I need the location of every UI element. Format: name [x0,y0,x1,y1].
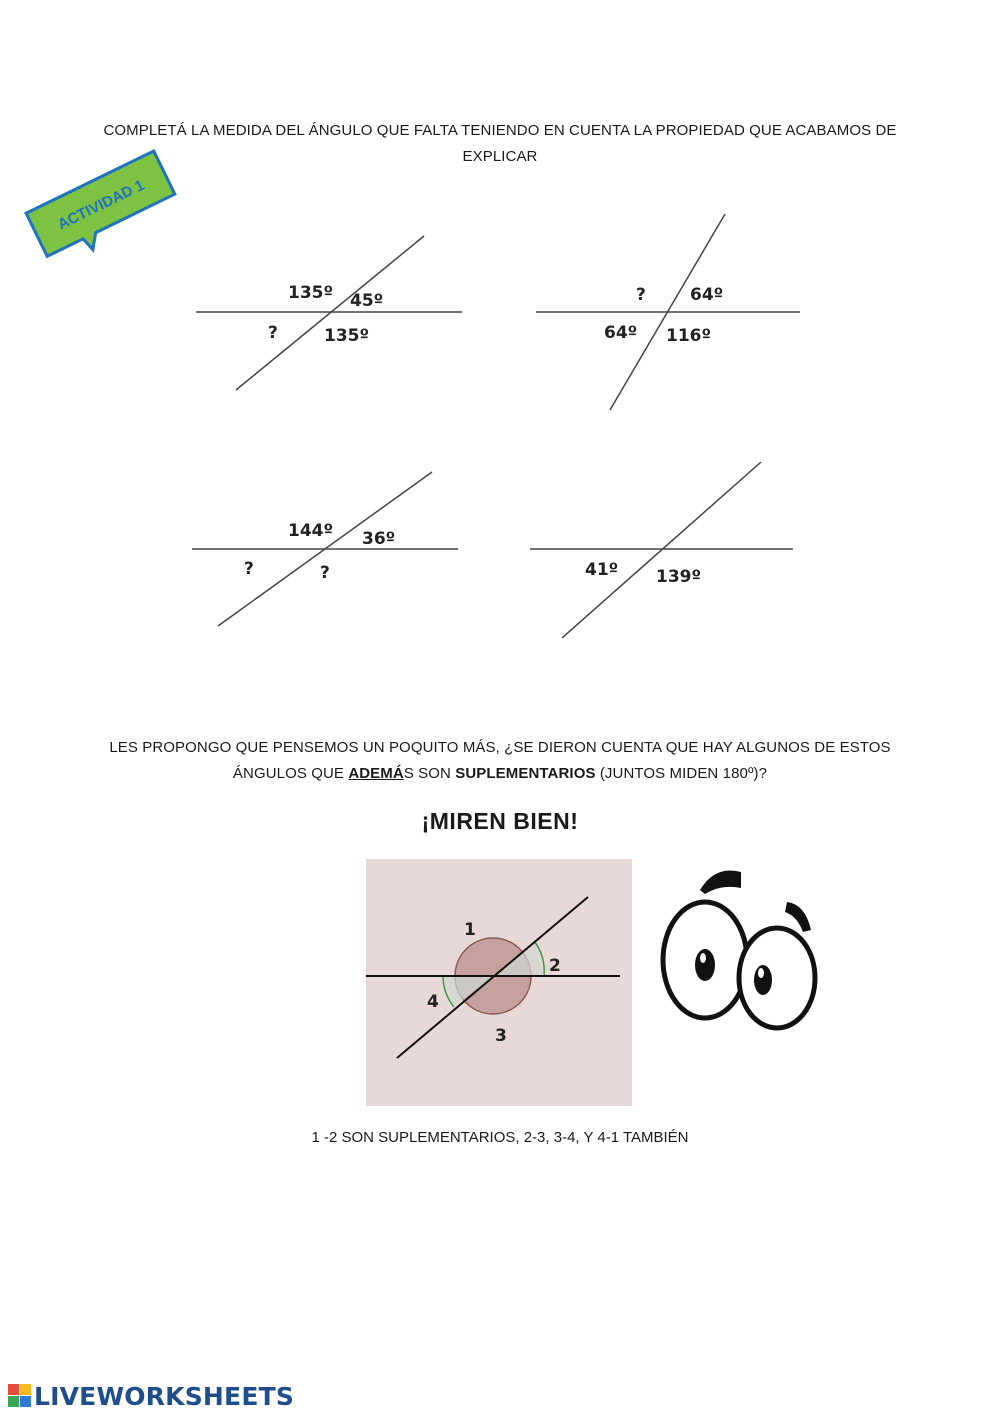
cartoon-eyes-icon [655,860,825,1040]
fig1-label-top-left: 135º [288,283,334,303]
angle-figure-4 [525,458,810,643]
diagram-label-4: 4 [427,992,439,1012]
fig2-label-bottom-right: 116º [666,326,712,346]
logo-text: LIVEWORKSHEETS [34,1381,295,1411]
look-closely-heading: ¡MIREN BIEN! [421,808,579,834]
fig1-label-bottom-left: ? [268,323,278,343]
fig2-label-bottom-left: 64º [604,323,638,343]
question-line-1: LES PROPONGO QUE PENSEMOS UN POQUITO MÁS, ¿SE DIERON CUENTA QUE HAY ALGUNOS DE ESTOS [109,739,891,756]
question-text [60,735,940,787]
diagram-label-3: 3 [495,1026,507,1046]
activity-badge-label: ACTIVIDAD 1 [55,176,148,234]
fig4-label-bottom-left: 41º [585,560,619,580]
angle-figure-1 [190,228,470,398]
fig3-label-top-right: 36º [362,529,396,549]
supplementary-diagram [366,859,632,1106]
liveworksheets-logo [8,1380,294,1412]
angle-figure-2 [530,210,810,415]
diagram-label-2: 2 [549,956,561,976]
question-line-2-part-e: (JUNTOS MIDEN 180º)? [595,765,768,782]
caption-text: 1 -2 SON SUPLEMENTARIOS, 2-3, 3-4, Y 4-1 TAMBIÉN [311,1129,689,1146]
question-emphasis-suplementarios: SUPLEMENTARIOS [455,765,596,782]
fig3-label-bottom-right: ? [320,563,330,583]
fig4-label-bottom-right: 139º [656,567,702,587]
question-line-2-part-a: ÁNGULOS QUE [232,765,349,782]
instruction-text [60,118,940,170]
activity-badge [22,150,180,260]
fig1-label-top-right: 45º [350,291,384,311]
logo-blocks-icon [8,1384,32,1408]
fig2-label-top-right: 64º [690,285,724,305]
diagram-label-1: 1 [464,920,476,940]
angle-figure-3 [190,468,470,633]
fig3-label-bottom-left: ? [244,559,254,579]
instruction-line-2: EXPLICAR [462,148,538,165]
question-line-2-part-c: S SON [403,765,456,782]
question-emphasis-ademas: ADEMÁ [348,765,404,782]
fig2-label-top-left: ? [636,285,646,305]
question-line-2 [60,761,940,787]
instruction-line-1: COMPLETÁ LA MEDIDA DEL ÁNGULO QUE FALTA TENIENDO EN CUENTA LA PROPIEDAD QUE ACABAMOS DE [103,122,897,139]
fig1-label-bottom-right: 135º [324,326,370,346]
fig3-label-top-left: 144º [288,521,334,541]
